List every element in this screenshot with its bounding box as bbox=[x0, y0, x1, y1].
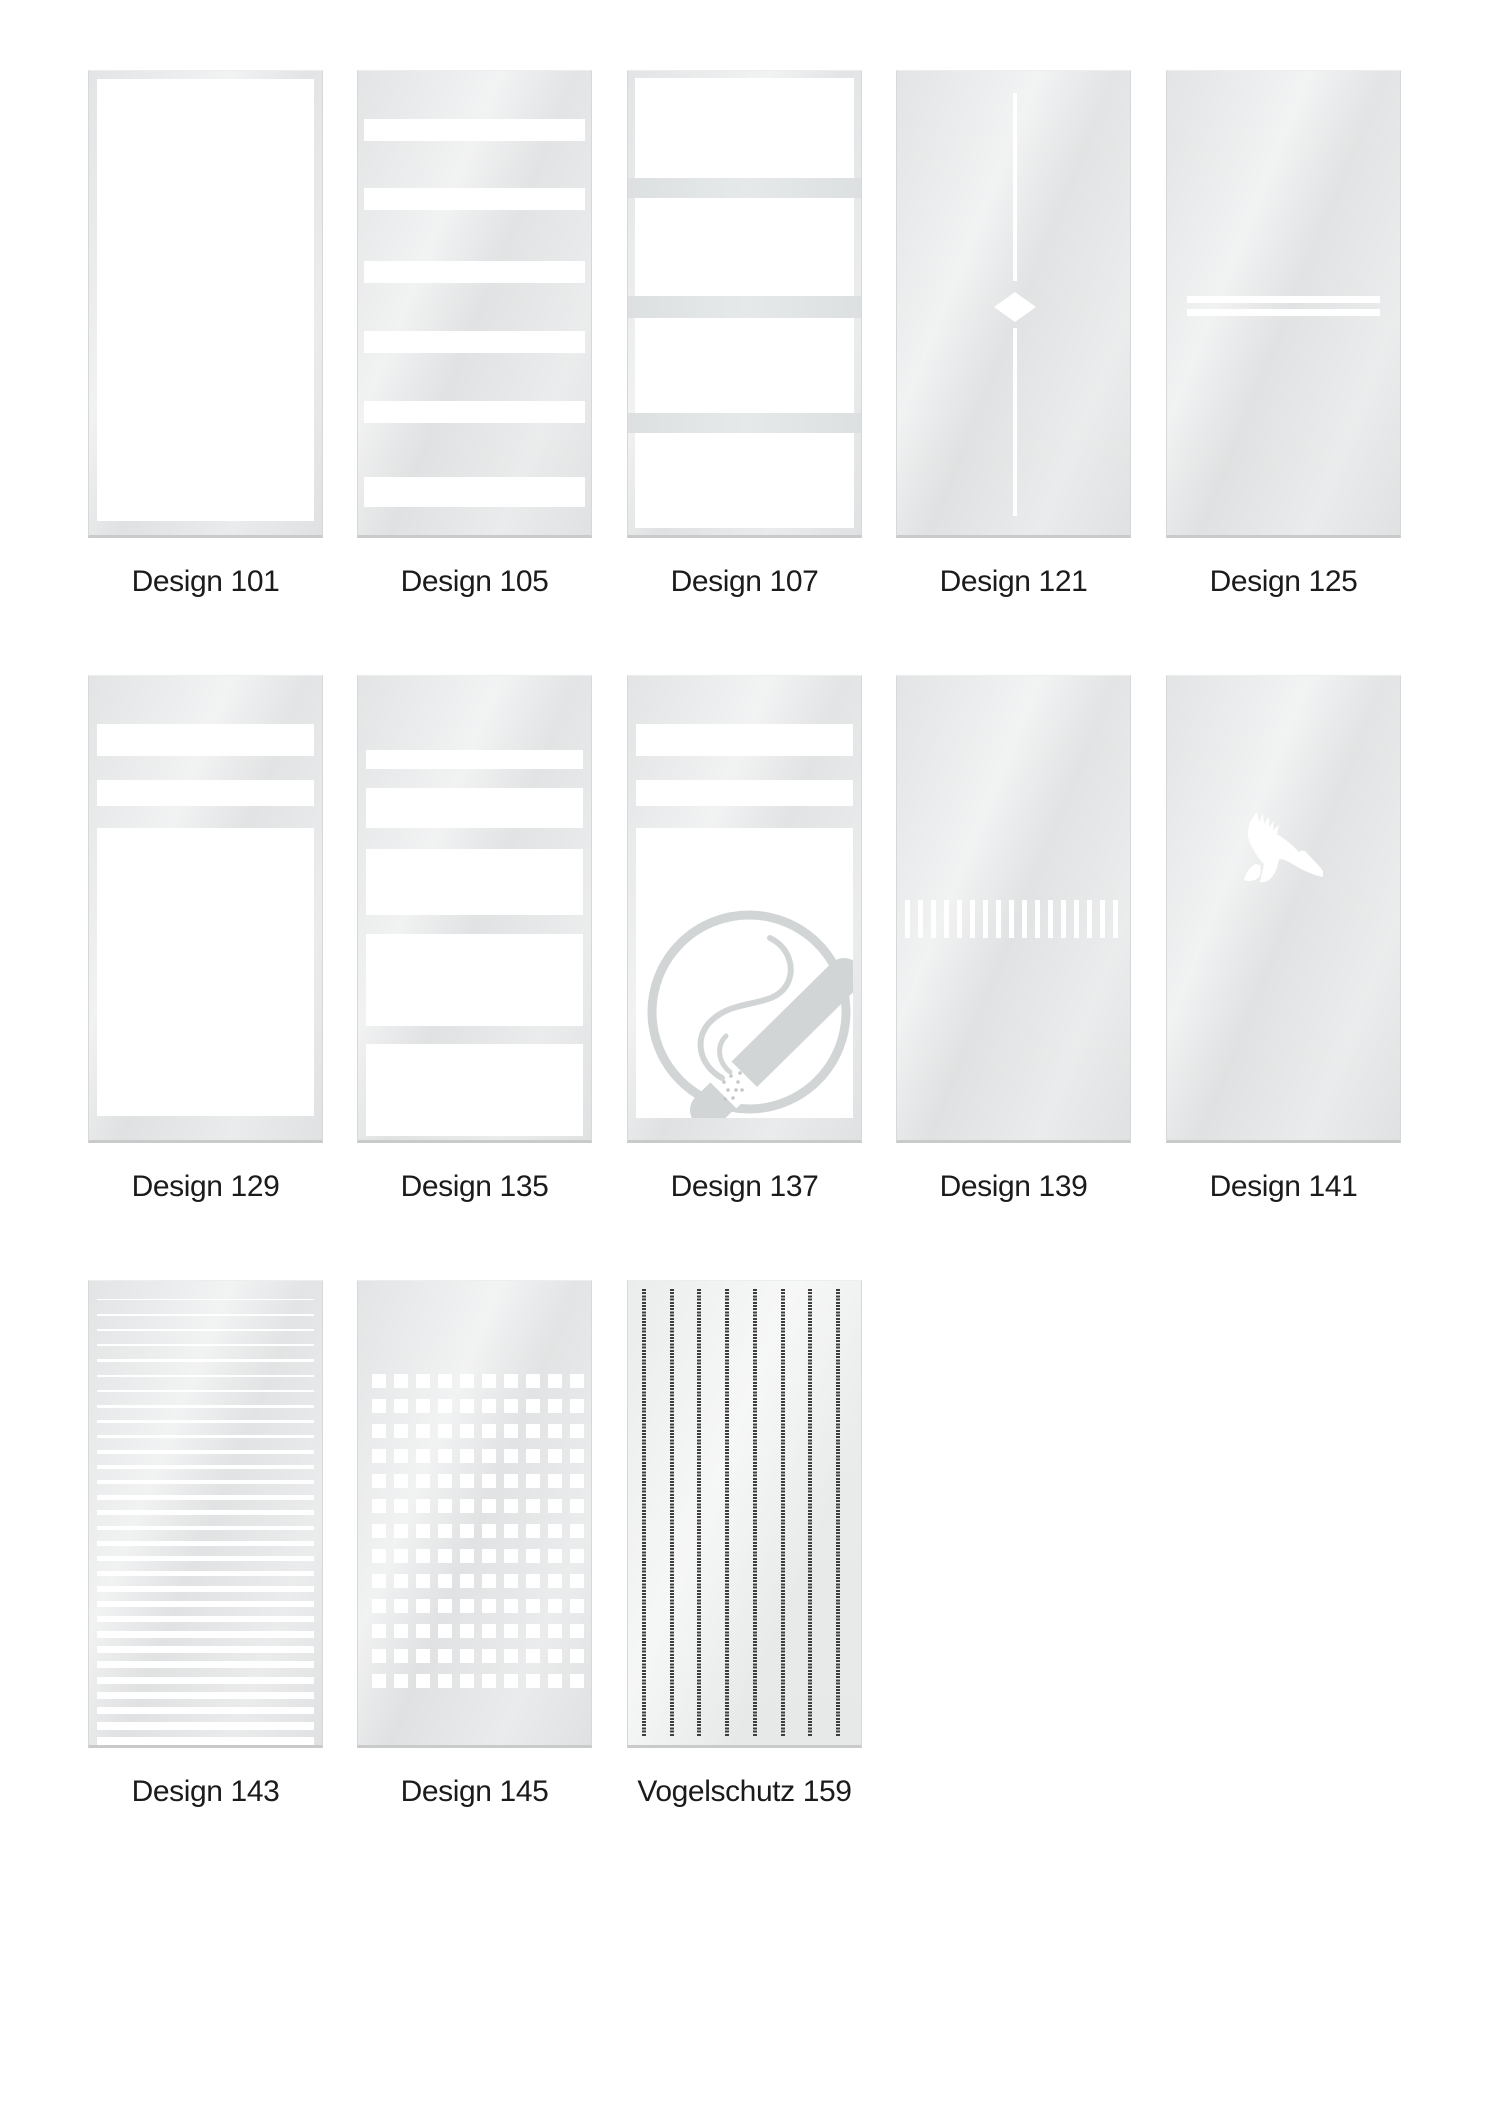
glass-clear-area bbox=[97, 79, 314, 521]
design-swatch-design-107 bbox=[627, 70, 862, 538]
pattern-square bbox=[372, 1624, 386, 1638]
pattern-stripe bbox=[364, 261, 585, 283]
pattern-square bbox=[482, 1599, 496, 1613]
pattern-square bbox=[526, 1624, 540, 1638]
pattern-square bbox=[438, 1499, 452, 1513]
pattern-stripe bbox=[364, 188, 585, 210]
pattern-square bbox=[460, 1499, 474, 1513]
pattern-square bbox=[570, 1674, 584, 1688]
pattern-square bbox=[438, 1474, 452, 1488]
pattern-square bbox=[482, 1474, 496, 1488]
pattern-square bbox=[504, 1574, 518, 1588]
pattern-square bbox=[394, 1574, 408, 1588]
pattern-square bbox=[570, 1474, 584, 1488]
pattern-square bbox=[570, 1549, 584, 1563]
pattern-square bbox=[416, 1474, 430, 1488]
pattern-line bbox=[97, 1586, 314, 1592]
design-swatch-design-105 bbox=[357, 70, 592, 538]
pattern-square bbox=[526, 1599, 540, 1613]
pattern-square bbox=[394, 1624, 408, 1638]
pattern-line bbox=[97, 1722, 314, 1730]
pattern-square bbox=[482, 1424, 496, 1438]
pattern-square bbox=[372, 1549, 386, 1563]
pattern-square bbox=[394, 1599, 408, 1613]
horizontal-line bbox=[1187, 309, 1380, 316]
pattern-square bbox=[482, 1649, 496, 1663]
pattern-square bbox=[438, 1599, 452, 1613]
vertical-line bbox=[1013, 93, 1017, 281]
smoking-icon bbox=[636, 828, 853, 1118]
pattern-square bbox=[416, 1524, 430, 1538]
pattern-square bbox=[504, 1424, 518, 1438]
design-swatch-design-121 bbox=[896, 70, 1131, 538]
pattern-line bbox=[97, 1737, 314, 1745]
pattern-line bbox=[97, 1435, 314, 1438]
pattern-line bbox=[97, 1314, 314, 1315]
pattern-square bbox=[526, 1499, 540, 1513]
pattern-square bbox=[372, 1499, 386, 1513]
panel-label: Design 101 bbox=[131, 565, 280, 598]
dotted-vertical-line bbox=[725, 1289, 729, 1736]
pattern-square bbox=[372, 1399, 386, 1413]
pattern-square bbox=[394, 1499, 408, 1513]
pattern-stripe bbox=[97, 780, 314, 806]
pattern-square bbox=[460, 1524, 474, 1538]
pattern-square bbox=[460, 1374, 474, 1388]
pattern-square bbox=[460, 1574, 474, 1588]
divider-band bbox=[628, 296, 861, 318]
pattern-square bbox=[438, 1399, 452, 1413]
panel-label: Design 139 bbox=[939, 1170, 1088, 1203]
pattern-line bbox=[97, 1480, 314, 1484]
pattern-square bbox=[570, 1524, 584, 1538]
panel-label: Design 141 bbox=[1209, 1170, 1358, 1203]
panel-label: Design 105 bbox=[400, 565, 549, 598]
panel-label: Design 121 bbox=[939, 565, 1088, 598]
pattern-square bbox=[372, 1449, 386, 1463]
pattern-stripe bbox=[636, 724, 853, 756]
pattern-square bbox=[482, 1549, 496, 1563]
pattern-line bbox=[97, 1465, 314, 1469]
pattern-stripe bbox=[636, 780, 853, 806]
pattern-square bbox=[438, 1649, 452, 1663]
pattern-line bbox=[97, 1692, 314, 1699]
pattern-square bbox=[372, 1374, 386, 1388]
pattern-square bbox=[460, 1474, 474, 1488]
panel-label: Design 145 bbox=[400, 1775, 549, 1808]
pattern-square bbox=[394, 1649, 408, 1663]
pattern-square bbox=[460, 1624, 474, 1638]
pattern-line bbox=[97, 1631, 314, 1637]
pattern-square bbox=[548, 1474, 562, 1488]
dotted-vertical-line bbox=[836, 1289, 840, 1736]
pattern-square bbox=[482, 1449, 496, 1463]
pattern-square bbox=[460, 1599, 474, 1613]
bird-icon bbox=[1227, 812, 1323, 902]
pattern-square bbox=[372, 1524, 386, 1538]
pattern-square bbox=[394, 1399, 408, 1413]
pattern-line bbox=[97, 1601, 314, 1607]
pattern-square bbox=[482, 1499, 496, 1513]
pattern-square bbox=[504, 1524, 518, 1538]
pattern-line bbox=[97, 1571, 314, 1576]
pattern-line bbox=[97, 1329, 314, 1331]
pattern-line bbox=[97, 1344, 314, 1346]
pattern-square bbox=[504, 1599, 518, 1613]
pattern-square bbox=[372, 1424, 386, 1438]
pattern-stripe bbox=[97, 724, 314, 756]
pattern-square bbox=[394, 1424, 408, 1438]
pattern-square bbox=[416, 1574, 430, 1588]
pattern-square bbox=[570, 1499, 584, 1513]
pattern-line bbox=[97, 1420, 314, 1423]
pattern-square bbox=[482, 1674, 496, 1688]
pattern-square bbox=[438, 1524, 452, 1538]
pattern-square bbox=[548, 1449, 562, 1463]
pattern-square bbox=[504, 1474, 518, 1488]
pattern-square bbox=[548, 1574, 562, 1588]
pattern-square bbox=[548, 1499, 562, 1513]
pattern-square bbox=[526, 1524, 540, 1538]
pattern-square bbox=[438, 1574, 452, 1588]
pattern-line bbox=[97, 1390, 314, 1393]
pattern-square bbox=[526, 1424, 540, 1438]
panel-label: Design 135 bbox=[400, 1170, 549, 1203]
pattern-square bbox=[372, 1649, 386, 1663]
pattern-square bbox=[460, 1549, 474, 1563]
dotted-vertical-line bbox=[781, 1289, 785, 1736]
pattern-square bbox=[526, 1399, 540, 1413]
pattern-square bbox=[482, 1574, 496, 1588]
pattern-square bbox=[504, 1449, 518, 1463]
pattern-square bbox=[548, 1599, 562, 1613]
panel-label: Design 125 bbox=[1209, 565, 1358, 598]
pattern-square bbox=[416, 1499, 430, 1513]
design-swatch-design-139 bbox=[896, 675, 1131, 1143]
pattern-square bbox=[526, 1449, 540, 1463]
design-swatch-design-141 bbox=[1166, 675, 1401, 1143]
pattern-square bbox=[548, 1549, 562, 1563]
pattern-square bbox=[394, 1474, 408, 1488]
pattern-line bbox=[97, 1299, 314, 1300]
pattern-square bbox=[548, 1649, 562, 1663]
pattern-line bbox=[97, 1526, 314, 1531]
pattern-square bbox=[416, 1424, 430, 1438]
pattern-stripe bbox=[366, 849, 583, 915]
pattern-square bbox=[482, 1624, 496, 1638]
dotted-vertical-line bbox=[753, 1289, 757, 1736]
design-swatch-design-135 bbox=[357, 675, 592, 1143]
pattern-square bbox=[504, 1649, 518, 1663]
pattern-stripe bbox=[97, 828, 314, 1116]
pattern-square bbox=[438, 1549, 452, 1563]
pattern-line bbox=[97, 1450, 314, 1454]
pattern-square bbox=[482, 1374, 496, 1388]
pattern-square bbox=[548, 1424, 562, 1438]
dotted-vertical-line bbox=[697, 1289, 701, 1736]
pattern-square bbox=[372, 1599, 386, 1613]
panel-label: Design 137 bbox=[670, 1170, 819, 1203]
horizontal-line bbox=[1187, 296, 1380, 303]
dotted-vertical-line bbox=[670, 1289, 674, 1736]
pattern-line bbox=[97, 1646, 314, 1653]
design-swatch-vogelschutz-159 bbox=[627, 1280, 862, 1748]
panel-label: Design 129 bbox=[131, 1170, 280, 1203]
panel-label: Vogelschutz 159 bbox=[637, 1775, 852, 1808]
pattern-line bbox=[97, 1707, 314, 1715]
vertical-line bbox=[1013, 328, 1017, 516]
pattern-square bbox=[570, 1424, 584, 1438]
panel-label: Design 143 bbox=[131, 1775, 280, 1808]
pattern-line bbox=[97, 1375, 314, 1377]
divider-band bbox=[628, 178, 861, 198]
pattern-square bbox=[548, 1524, 562, 1538]
pattern-square bbox=[504, 1674, 518, 1688]
pattern-square bbox=[460, 1674, 474, 1688]
pattern-square bbox=[548, 1399, 562, 1413]
pattern-square bbox=[438, 1624, 452, 1638]
pattern-line bbox=[97, 1541, 314, 1546]
design-swatch-design-145 bbox=[357, 1280, 592, 1748]
pattern-line bbox=[97, 1556, 314, 1561]
pattern-square bbox=[548, 1624, 562, 1638]
pattern-square bbox=[526, 1574, 540, 1588]
pattern-square bbox=[460, 1399, 474, 1413]
pattern-square bbox=[570, 1574, 584, 1588]
design-swatch-design-129 bbox=[88, 675, 323, 1143]
pattern-square bbox=[438, 1449, 452, 1463]
pattern-square bbox=[460, 1449, 474, 1463]
pattern-square bbox=[460, 1649, 474, 1663]
pattern-square bbox=[570, 1624, 584, 1638]
pattern-line bbox=[97, 1510, 314, 1514]
pattern-square bbox=[416, 1624, 430, 1638]
pattern-stripe bbox=[364, 331, 585, 353]
pattern-square bbox=[504, 1499, 518, 1513]
pattern-square bbox=[416, 1599, 430, 1613]
pattern-square bbox=[570, 1449, 584, 1463]
pattern-square bbox=[504, 1374, 518, 1388]
pattern-stripe bbox=[364, 401, 585, 423]
dotted-vertical-line bbox=[808, 1289, 812, 1736]
pattern-line bbox=[97, 1677, 314, 1684]
pattern-square bbox=[570, 1374, 584, 1388]
pattern-square bbox=[394, 1374, 408, 1388]
pattern-stripe bbox=[366, 788, 583, 828]
pattern-square bbox=[526, 1549, 540, 1563]
pattern-square bbox=[570, 1399, 584, 1413]
pattern-line bbox=[97, 1616, 314, 1622]
pattern-square bbox=[570, 1599, 584, 1613]
design-swatch-design-137 bbox=[627, 675, 862, 1143]
pattern-square bbox=[394, 1549, 408, 1563]
pattern-square bbox=[504, 1624, 518, 1638]
pattern-square bbox=[416, 1674, 430, 1688]
design-swatch-design-125 bbox=[1166, 70, 1401, 538]
pattern-square bbox=[526, 1649, 540, 1663]
pattern-square bbox=[394, 1674, 408, 1688]
pattern-square bbox=[504, 1399, 518, 1413]
pattern-square bbox=[416, 1399, 430, 1413]
design-swatch-design-143 bbox=[88, 1280, 323, 1748]
pattern-square bbox=[526, 1474, 540, 1488]
pattern-square bbox=[482, 1524, 496, 1538]
pattern-square bbox=[416, 1374, 430, 1388]
pattern-square bbox=[460, 1424, 474, 1438]
pattern-line bbox=[97, 1359, 314, 1361]
pattern-square bbox=[416, 1549, 430, 1563]
pattern-square bbox=[416, 1449, 430, 1463]
pattern-square bbox=[416, 1649, 430, 1663]
pattern-square bbox=[526, 1374, 540, 1388]
pattern-square bbox=[526, 1674, 540, 1688]
pattern-square bbox=[548, 1374, 562, 1388]
pattern-stripe bbox=[364, 477, 585, 507]
pattern-square bbox=[372, 1674, 386, 1688]
pattern-square bbox=[504, 1549, 518, 1563]
pattern-stripe bbox=[364, 119, 585, 141]
pattern-square bbox=[438, 1374, 452, 1388]
pattern-square bbox=[394, 1524, 408, 1538]
pattern-line bbox=[97, 1405, 314, 1408]
pattern-square bbox=[372, 1574, 386, 1588]
diamond-icon bbox=[994, 292, 1036, 322]
design-swatch-design-101 bbox=[88, 70, 323, 538]
pattern-square bbox=[438, 1674, 452, 1688]
pattern-stripe bbox=[366, 750, 583, 769]
pattern-square bbox=[548, 1674, 562, 1688]
pattern-square bbox=[570, 1649, 584, 1663]
pattern-line bbox=[97, 1661, 314, 1668]
pattern-stripe bbox=[366, 1044, 583, 1136]
pattern-stripe bbox=[366, 934, 583, 1026]
dashed-band bbox=[905, 900, 1118, 938]
divider-band bbox=[628, 413, 861, 433]
panel-label: Design 107 bbox=[670, 565, 819, 598]
pattern-square bbox=[438, 1424, 452, 1438]
pattern-square bbox=[482, 1399, 496, 1413]
dotted-vertical-line bbox=[642, 1289, 646, 1736]
pattern-line bbox=[97, 1495, 314, 1499]
pattern-square bbox=[372, 1474, 386, 1488]
pattern-square bbox=[394, 1449, 408, 1463]
